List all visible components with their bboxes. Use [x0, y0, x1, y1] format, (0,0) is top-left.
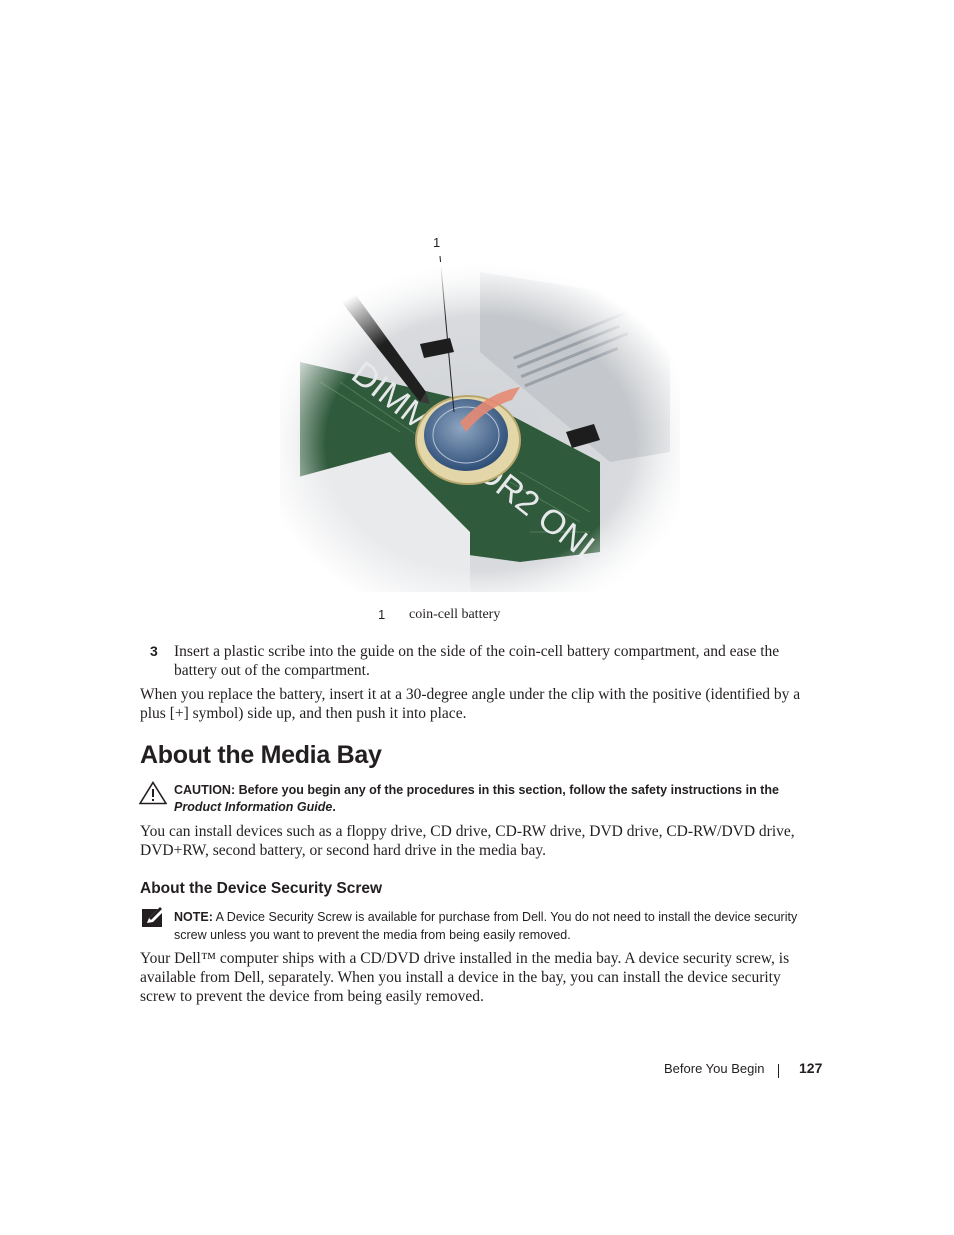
subsection-heading: About the Device Security Screw — [140, 880, 383, 897]
step-number: 3 — [150, 643, 158, 659]
caution-end: . — [332, 800, 336, 814]
figure-callout-number: 1 — [433, 235, 441, 250]
security-screw-paragraph: Your Dell™ computer ships with a CD/DVD drive installed in the media bay. A device security screw, is available from Dell, separately. When you install a device in the bay, you can install the device security screw to prevent the device from being easily removed. — [140, 950, 790, 1005]
media-bay-devices-paragraph: You can install devices such as a floppy drive, CD drive, CD-RW drive, DVD drive, CD-RW/DVD drive, DVD+RW, second battery, or second hard drive in the media bay. — [140, 823, 795, 859]
caution-body: Before you begin any of the procedures in this section, follow the safety instructions in the — [235, 783, 779, 797]
caution-label: CAUTION: — [174, 783, 236, 797]
caution-message — [174, 782, 814, 816]
illustration-svg — [280, 232, 680, 592]
note-body: A Device Security Screw is available for purchase from Dell. You do not need to install the device security screw unless you want to prevent the media from being easily removed. — [174, 910, 798, 942]
coin-cell-battery-illustration — [280, 232, 680, 592]
caption-number: 1 — [378, 607, 386, 622]
caution-guide-title: Product Information Guide — [174, 800, 333, 814]
step-text: Insert a plastic scribe into the guide on the side of the coin-cell battery compartment, and ease the battery out of the compartment. — [174, 643, 780, 679]
footer-separator — [778, 1064, 779, 1078]
page-number: 127 — [799, 1060, 823, 1076]
note-pencil-icon — [141, 906, 165, 928]
replace-battery-paragraph: When you replace the battery, insert it at a 30-degree angle under the clip with the positive (identified by a plus [+] symbol) side up, and then push it into place. — [140, 686, 801, 722]
note-label: NOTE: — [174, 910, 213, 924]
section-heading: About the Media Bay — [140, 741, 382, 769]
footer-section-title: Before You Begin — [664, 1061, 765, 1076]
note-message — [174, 908, 819, 944]
caption-label: coin-cell battery — [409, 607, 501, 622]
caution-icon — [139, 781, 167, 805]
